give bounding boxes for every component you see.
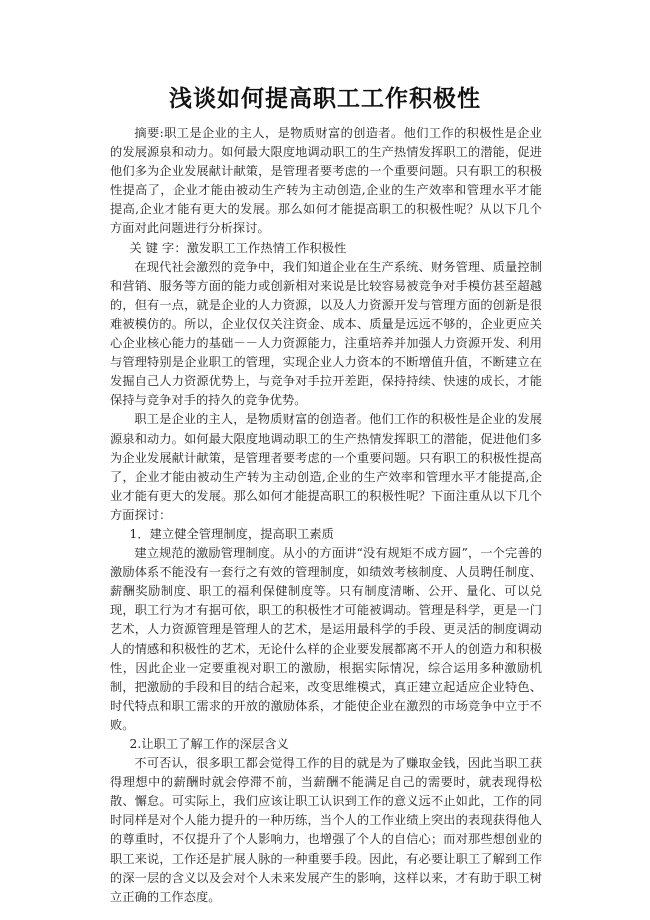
- document-title: 浅谈如何提高职工工作积极性: [169, 86, 481, 112]
- section-heading: 1．建立健全管理制度，提高职工素质: [129, 526, 334, 541]
- keywords-line: 关 键 字：激发职工工作热情工作积极性: [129, 240, 347, 255]
- body-paragraph: 职工是企业的主人，是物质财富的创造者。他们工作的积极性是企业的发展源泉和动力。如何最大限度地调动职工的生产热情发挥职工的潜能，促进他们多为企业发展献计献策，是管理者要考虑的一个重要问题。只有职工的积极性提高了，企业才能由被动生产转为主动创造,企业的生产效率和管理水平才能提高,企业才能有更大的发展。那么如何才能提高职工的积极性呢？下面注重从以下几个方面探讨：: [110, 412, 542, 522]
- body-paragraph: 建立规范的激励管理制度。从小的方面讲“没有规矩不成方圆”，一个完善的激励体系不能没有一套行之有效的管理制度，如绩效考核制度、人员聘任制度、薪酬奖励制度、职工的福利保健制度等。只有制度清晰、公开、量化、可以兑现，职工行为才有据可依，职工的积极性才可能被调动。管理是科学，更是一门艺术，人力资源管理是管理人的艺术，是运用最科学的手段、更灵活的制度调动人的情感和积极性的艺术，无论什么样的企业要发展都离不开人的创造力和积极性，因此企业一定要重视对职工的激励，根据实际情况，综合运用多种激励机制，把激励的手段和目的结合起来，改变思维模式，真正建立起适应企业特色、时代特点和职工需求的开放的激励体系，才能使企业在激烈的市场竞争中立于不败。: [110, 546, 542, 732]
- document-body: [110, 124, 542, 907]
- section-heading: 2.让职工了解工作的深层含义: [129, 737, 289, 751]
- abstract-paragraph: 摘要:职工是企业的主人，是物质财富的创造者。他们工作的积极性是企业的发展源泉和动力。如何最大限度地调动职工的生产热情发挥职工的潜能，促进他们多为企业发展献计献策，是管理者要考虑的一个重要问题。只有职工的积极性提高了，企业才能由被动生产转为主动创造,企业的生产效率和管理水平才能提高,企业才能有更大的发展。那么如何才能提高职工的积极性呢？从以下几个方面对此问题进行分析探讨。: [110, 126, 542, 236]
- body-paragraph: 在现代社会激烈的竞争中，我们知道企业在生产系统、财务管理、质量控制和营销、服务等方面的能力或创新相对来说是比较容易被竞争对手模仿甚至超越的，但有一点，就是企业的人力资源，以及人力资源开发与管理方面的创新是很难被模仿的。所以，企业仅仅关注资金、成本、质量是远远不够的，企业更应关心企业核心能力的基础－－人力资源能力，注重培养并加强人力资源开发、利用与管理特别是企业职工的管理，实现企业人力资本的不断增值升值，不断建立在发掘自己人力资源优势上，与竞争对手拉开差距，保持持续、快速的成长，才能保持与竞争对手的持久的竞争优势。: [110, 259, 542, 408]
- body-paragraph: 不可否认，很多职工都会觉得工作的目的就是为了赚取金钱，因此当职工获得理想中的薪酬时就会停滞不前，当薪酬不能满足自己的需要时，就表现得松散、懈怠。可实际上，我们应该让职工认识到工作的意义远不止如此，工作的同时同样是对个人能力提升的一种历练，当个人的工作业绩上突出的表现获得他人的尊重时，不仅提升了个人影响力，也增强了个人的自信心；而对那些想创业的职工来说，工作还是扩展人脉的一种重要手段。因此，有必要让职工了解到工作的深一层的含义以及会对个人未来发展产生的影响，这样以来，才有助于职工树立正确的工作态度。: [110, 756, 542, 904]
